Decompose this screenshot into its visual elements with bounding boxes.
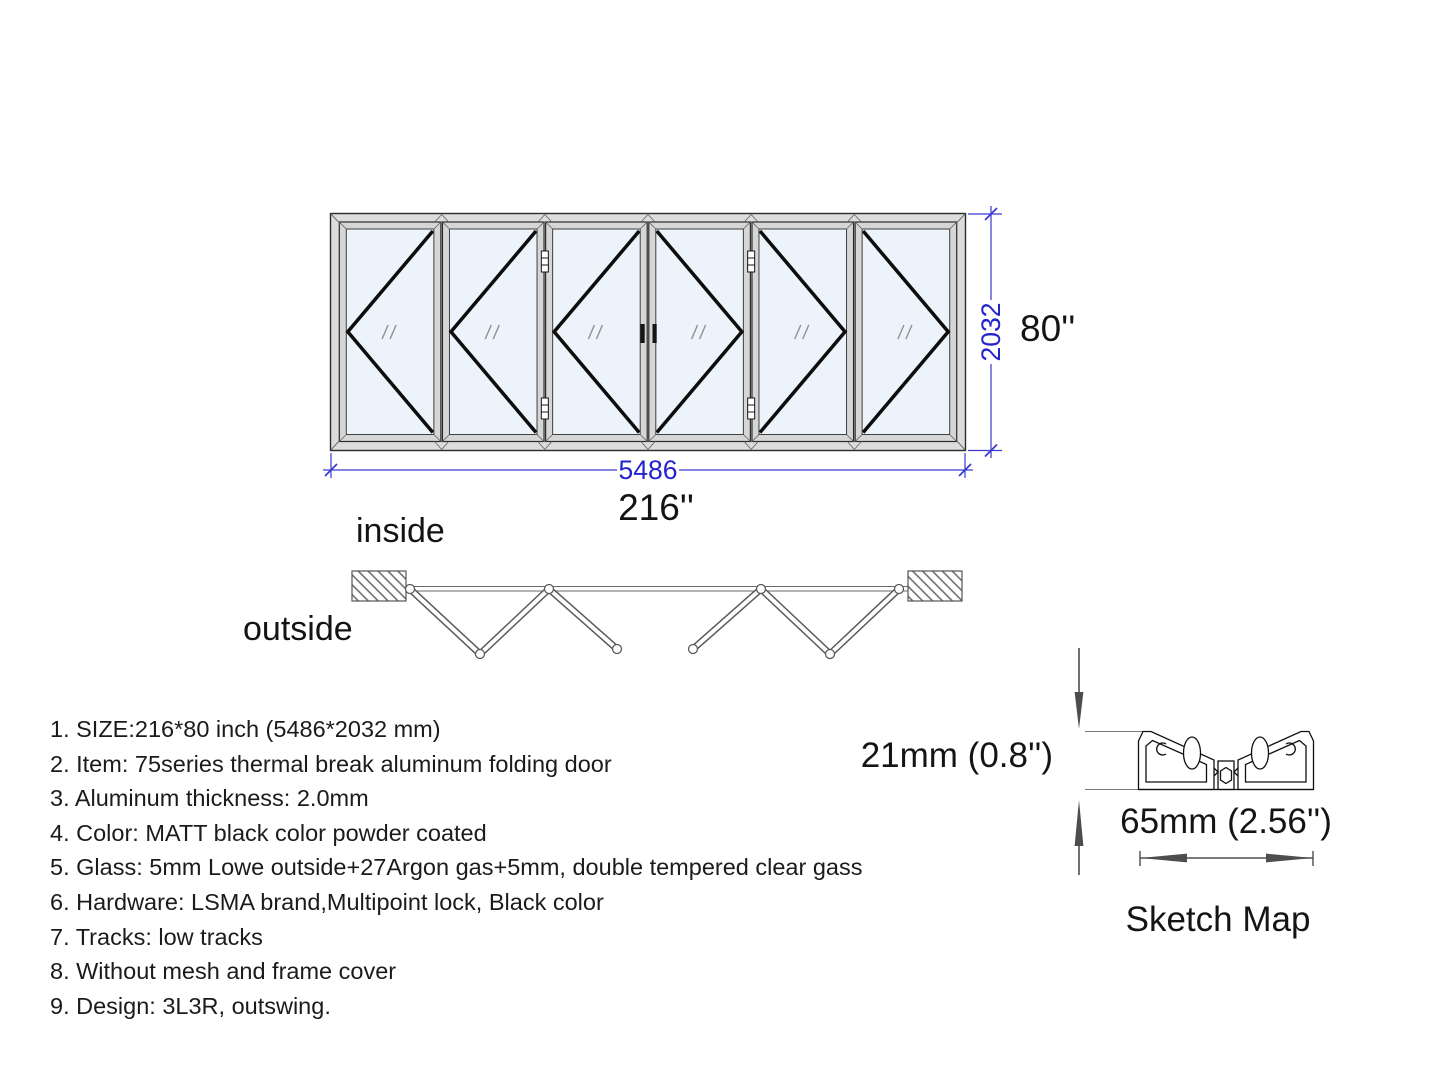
spec-item-6: 6. Hardware: LSMA brand,Multipoint lock, Black color xyxy=(50,888,604,915)
door-panel xyxy=(752,222,854,442)
spec-item-8: 8. Without mesh and frame cover xyxy=(50,958,397,985)
handle-left xyxy=(641,324,645,343)
hinge-joint xyxy=(613,645,622,654)
track-width-label: 65mm (2.56'') xyxy=(1120,802,1332,841)
hinge-joint xyxy=(826,650,835,659)
hinge-joint xyxy=(895,585,904,594)
folded-panel-bars xyxy=(406,585,904,659)
hinge-joint xyxy=(689,645,698,654)
spec-item-7: 7. Tracks: low tracks xyxy=(50,923,263,950)
outside-label: outside xyxy=(243,610,353,648)
spec-list xyxy=(50,712,863,1023)
hinge-joint xyxy=(476,650,485,659)
hinge xyxy=(541,398,548,419)
sketch-map-caption: Sketch Map xyxy=(1125,900,1311,939)
height-inches-label: 80'' xyxy=(1020,308,1076,349)
track-height-label: 21mm (0.8'') xyxy=(860,736,1053,775)
door-panel xyxy=(442,222,544,442)
wall-right xyxy=(908,571,962,601)
hinge-joint xyxy=(757,585,766,594)
hinge xyxy=(541,251,548,272)
track-height-arrows xyxy=(1075,648,1084,875)
spec-item-4: 4. Color: MATT black color powder coated xyxy=(50,819,487,846)
spec-item-1: 1. SIZE:216*80 inch (5486*2032 mm) xyxy=(50,716,441,742)
spec-item-3: 3. Aluminum thickness: 2.0mm xyxy=(50,785,369,812)
wall-left xyxy=(352,571,406,601)
track-width-arrows xyxy=(1140,851,1313,866)
hinge-joint xyxy=(545,585,554,594)
hinge xyxy=(748,398,755,419)
low-track-profile xyxy=(1139,732,1314,790)
handle-right xyxy=(653,324,657,343)
height-mm-value: 2032 xyxy=(976,302,1006,362)
height-dimension xyxy=(968,206,1006,458)
door-panel xyxy=(649,222,751,442)
door-panel xyxy=(339,222,441,442)
spec-item-5: 5. Glass: 5mm Lowe outside+27Argon gas+5mm, double tempered clear gass xyxy=(50,854,863,881)
spec-item-2: 2. Item: 75series thermal break aluminum folding door xyxy=(50,750,612,777)
width-inches-label: 216'' xyxy=(618,487,694,528)
hinge xyxy=(748,251,755,272)
door-panel xyxy=(855,222,957,442)
roller-right xyxy=(1252,737,1269,769)
width-mm-value: 5486 xyxy=(618,455,678,485)
plan-view-drawing xyxy=(352,571,962,659)
door-panel xyxy=(546,222,648,442)
inside-label: inside xyxy=(356,512,445,550)
door-elevation-drawing xyxy=(331,214,966,451)
width-dimension xyxy=(323,453,973,485)
hinge-joint xyxy=(406,585,415,594)
roller-left xyxy=(1184,737,1201,769)
spec-item-9: 9. Design: 3L3R, outswing. xyxy=(50,992,331,1019)
